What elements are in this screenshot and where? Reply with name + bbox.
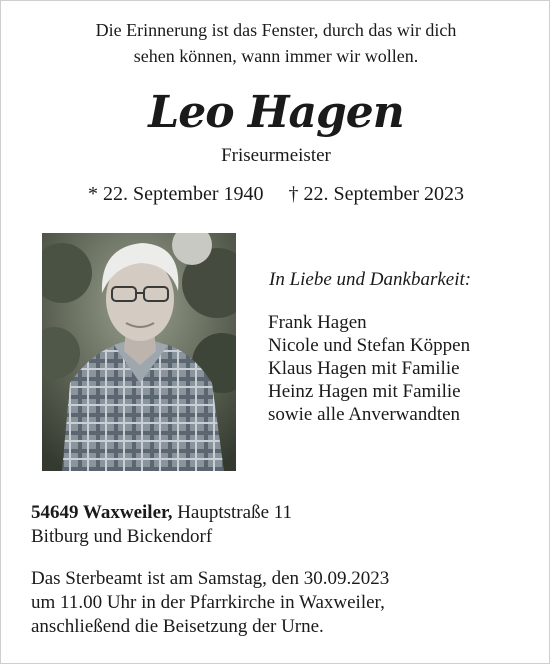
deceased-profession: Friseurmeister <box>221 145 331 166</box>
life-dates <box>1 183 550 206</box>
mourner-name: Nicole und Stefan Köppen <box>268 335 471 356</box>
death-date: † 22. September 2023 <box>288 183 465 205</box>
address-city: 54649 Waxweiler, <box>31 502 173 523</box>
address-block <box>31 501 292 549</box>
memorial-quote <box>1 17 550 69</box>
deceased-name: Leo Hagen <box>148 87 404 138</box>
birth-date: * 22. September 1940 <box>87 183 264 205</box>
mourner-name: sowie alle Anverwandten <box>268 404 461 425</box>
address-line-2: Bitburg und Bickendorf <box>31 526 213 547</box>
mourner-name: Frank Hagen <box>268 312 367 333</box>
mourners-heading: In Liebe und Dankbarkeit: <box>269 269 472 290</box>
mourner-name: Heinz Hagen mit Familie <box>268 381 461 402</box>
mourner-name: Klaus Hagen mit Familie <box>268 358 460 379</box>
quote-line-1: Die Erinnerung ist das Fenster, durch das wir dich <box>95 20 457 40</box>
address-street: Hauptstraße 11 <box>177 502 293 523</box>
address-line-1 <box>31 501 292 525</box>
mourners-list <box>268 311 470 426</box>
portrait-photo-icon <box>42 233 236 471</box>
funeral-details <box>31 567 389 639</box>
portrait-photo <box>42 233 236 471</box>
funeral-line-1: Das Sterbeamt ist am Samstag, den 30.09.2023 <box>31 568 390 589</box>
funeral-line-2: um 11.00 Uhr in der Pfarrkirche in Waxweiler, <box>31 592 385 613</box>
funeral-line-3: anschließend die Beisetzung der Urne. <box>31 616 324 637</box>
quote-line-2: sehen können, wann immer wir wollen. <box>133 46 419 66</box>
